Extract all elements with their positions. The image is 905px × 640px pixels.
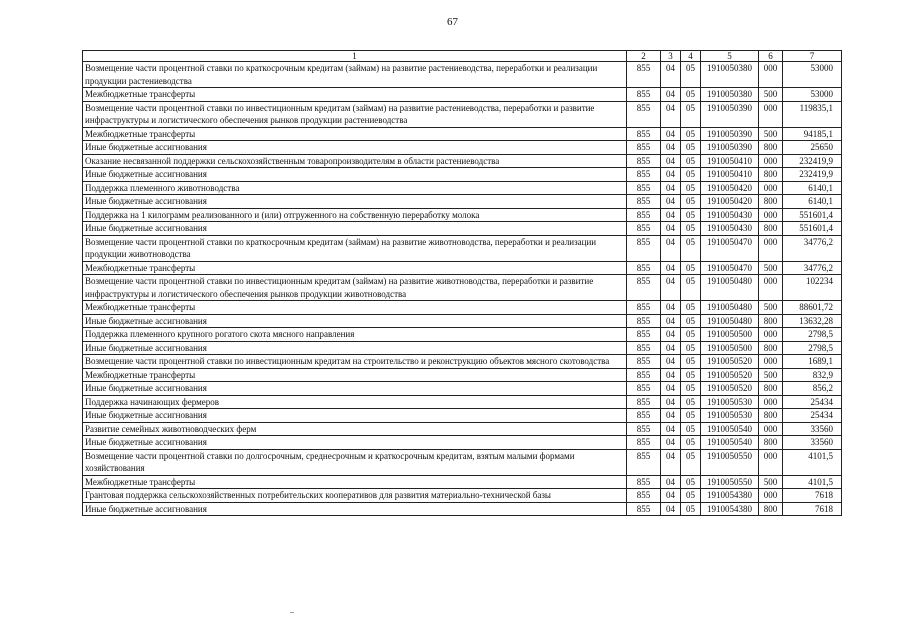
amount-cell: 551601,4 bbox=[783, 208, 842, 222]
target-article-code-cell: 1910050480 bbox=[701, 301, 759, 315]
ministry-code-cell: 855 bbox=[627, 195, 661, 209]
amount-cell: 88601,72 bbox=[783, 301, 842, 315]
expense-type-code-cell: 500 bbox=[759, 301, 783, 315]
expense-type-code-cell: 000 bbox=[759, 449, 783, 475]
ministry-code-cell: 855 bbox=[627, 62, 661, 88]
amount-cell: 2798,5 bbox=[783, 341, 842, 355]
amount-cell: 7618 bbox=[783, 502, 842, 516]
target-article-code-cell: 1910050520 bbox=[701, 355, 759, 369]
section-code-cell: 04 bbox=[661, 141, 681, 155]
target-article-code-cell: 1910050530 bbox=[701, 395, 759, 409]
section-code-cell: 04 bbox=[661, 101, 681, 127]
subsection-code-cell: 05 bbox=[681, 235, 701, 261]
expense-type-code-cell: 500 bbox=[759, 127, 783, 141]
row-name-cell: Поддержка на 1 килограмм реализованного и (или) отгруженного на собственную переработку молока bbox=[83, 208, 627, 222]
table-row bbox=[83, 222, 842, 236]
amount-cell: 94185,1 bbox=[783, 127, 842, 141]
row-name-cell: Иные бюджетные ассигнования bbox=[83, 382, 627, 396]
table-row bbox=[83, 168, 842, 182]
row-name-cell: Возмещение части процентной ставки по краткосрочным кредитам (займам) на развитие растениеводства, переработки и реализации продукции растениеводства bbox=[83, 62, 627, 88]
row-name-cell: Межбюджетные трансферты bbox=[83, 88, 627, 102]
ministry-code-cell: 855 bbox=[627, 141, 661, 155]
table-row bbox=[83, 154, 842, 168]
target-article-code-cell: 1910050390 bbox=[701, 141, 759, 155]
subsection-code-cell: 05 bbox=[681, 88, 701, 102]
section-code-cell: 04 bbox=[661, 62, 681, 88]
amount-cell: 53000 bbox=[783, 62, 842, 88]
amount-cell: 6140,1 bbox=[783, 181, 842, 195]
table-row bbox=[83, 382, 842, 396]
table-row bbox=[83, 261, 842, 275]
section-code-cell: 04 bbox=[661, 181, 681, 195]
ministry-code-cell: 855 bbox=[627, 168, 661, 182]
section-code-cell: 04 bbox=[661, 422, 681, 436]
table-row bbox=[83, 422, 842, 436]
target-article-code-cell: 1910050410 bbox=[701, 154, 759, 168]
scan-mark bbox=[290, 612, 294, 613]
expense-type-code-cell: 500 bbox=[759, 368, 783, 382]
table-row bbox=[83, 368, 842, 382]
target-article-code-cell: 1910050380 bbox=[701, 62, 759, 88]
subsection-code-cell: 05 bbox=[681, 328, 701, 342]
row-name-cell: Оказание несвязанной поддержки сельскохозяйственным товаропроизводителям в области растениеводства bbox=[83, 154, 627, 168]
row-name-cell: Иные бюджетные ассигнования bbox=[83, 341, 627, 355]
subsection-code-cell: 05 bbox=[681, 368, 701, 382]
expense-type-code-cell: 800 bbox=[759, 314, 783, 328]
table-row bbox=[83, 449, 842, 475]
subsection-code-cell: 05 bbox=[681, 475, 701, 489]
section-code-cell: 04 bbox=[661, 436, 681, 450]
header-cell: 4 bbox=[681, 51, 701, 62]
expense-type-code-cell: 000 bbox=[759, 489, 783, 503]
table-row bbox=[83, 235, 842, 261]
table-row bbox=[83, 195, 842, 209]
amount-cell: 34776,2 bbox=[783, 261, 842, 275]
ministry-code-cell: 855 bbox=[627, 235, 661, 261]
target-article-code-cell: 1910054380 bbox=[701, 489, 759, 503]
row-name-cell: Межбюджетные трансферты bbox=[83, 261, 627, 275]
expense-type-code-cell: 000 bbox=[759, 235, 783, 261]
target-article-code-cell: 1910050530 bbox=[701, 409, 759, 423]
row-name-cell: Иные бюджетные ассигнования bbox=[83, 314, 627, 328]
expense-type-code-cell: 500 bbox=[759, 261, 783, 275]
target-article-code-cell: 1910054380 bbox=[701, 502, 759, 516]
amount-cell: 25434 bbox=[783, 409, 842, 423]
expense-type-code-cell: 800 bbox=[759, 436, 783, 450]
row-name-cell: Возмещение части процентной ставки по инвестиционным кредитам (займам) на развитие растениеводства, переработки и развитие инфраструктуры и логистического обеспечения рынков продукции растениеводства bbox=[83, 101, 627, 127]
ministry-code-cell: 855 bbox=[627, 475, 661, 489]
table-row bbox=[83, 88, 842, 102]
amount-cell: 53000 bbox=[783, 88, 842, 102]
target-article-code-cell: 1910050550 bbox=[701, 449, 759, 475]
section-code-cell: 04 bbox=[661, 395, 681, 409]
expense-type-code-cell: 000 bbox=[759, 275, 783, 301]
ministry-code-cell: 855 bbox=[627, 409, 661, 423]
target-article-code-cell: 1910050540 bbox=[701, 422, 759, 436]
subsection-code-cell: 05 bbox=[681, 422, 701, 436]
ministry-code-cell: 855 bbox=[627, 88, 661, 102]
expense-type-code-cell: 000 bbox=[759, 154, 783, 168]
row-name-cell: Грантовая поддержка сельскохозяйственных потребительских кооперативов для развития материально-технической базы bbox=[83, 489, 627, 503]
section-code-cell: 04 bbox=[661, 195, 681, 209]
table-row bbox=[83, 328, 842, 342]
expense-type-code-cell: 800 bbox=[759, 168, 783, 182]
amount-cell: 33560 bbox=[783, 436, 842, 450]
ministry-code-cell: 855 bbox=[627, 208, 661, 222]
expense-type-code-cell: 800 bbox=[759, 341, 783, 355]
table-row bbox=[83, 101, 842, 127]
row-name-cell: Возмещение части процентной ставки по инвестиционным кредитам (займам) на развитие животноводства, переработки и развитие инфраструктуры и логистического обеспечения рынков продукции животноводства bbox=[83, 275, 627, 301]
ministry-code-cell: 855 bbox=[627, 101, 661, 127]
expense-type-code-cell: 800 bbox=[759, 141, 783, 155]
subsection-code-cell: 05 bbox=[681, 502, 701, 516]
section-code-cell: 04 bbox=[661, 127, 681, 141]
amount-cell: 4101,5 bbox=[783, 449, 842, 475]
header-cell: 7 bbox=[783, 51, 842, 62]
ministry-code-cell: 855 bbox=[627, 489, 661, 503]
amount-cell: 1689,1 bbox=[783, 355, 842, 369]
section-code-cell: 04 bbox=[661, 301, 681, 315]
subsection-code-cell: 05 bbox=[681, 168, 701, 182]
section-code-cell: 04 bbox=[661, 409, 681, 423]
ministry-code-cell: 855 bbox=[627, 301, 661, 315]
section-code-cell: 04 bbox=[661, 154, 681, 168]
section-code-cell: 04 bbox=[661, 368, 681, 382]
target-article-code-cell: 1910050470 bbox=[701, 261, 759, 275]
ministry-code-cell: 855 bbox=[627, 275, 661, 301]
subsection-code-cell: 05 bbox=[681, 101, 701, 127]
header-cell: 5 bbox=[701, 51, 759, 62]
table-row bbox=[83, 314, 842, 328]
target-article-code-cell: 1910050550 bbox=[701, 475, 759, 489]
table-row bbox=[83, 62, 842, 88]
target-article-code-cell: 1910050480 bbox=[701, 275, 759, 301]
amount-cell: 4101,5 bbox=[783, 475, 842, 489]
table-row bbox=[83, 275, 842, 301]
target-article-code-cell: 1910050540 bbox=[701, 436, 759, 450]
table-row bbox=[83, 127, 842, 141]
amount-cell: 832,9 bbox=[783, 368, 842, 382]
section-code-cell: 04 bbox=[661, 208, 681, 222]
subsection-code-cell: 05 bbox=[681, 261, 701, 275]
expense-type-code-cell: 000 bbox=[759, 395, 783, 409]
ministry-code-cell: 855 bbox=[627, 449, 661, 475]
subsection-code-cell: 05 bbox=[681, 301, 701, 315]
subsection-code-cell: 05 bbox=[681, 181, 701, 195]
table-row bbox=[83, 475, 842, 489]
subsection-code-cell: 05 bbox=[681, 208, 701, 222]
target-article-code-cell: 1910050520 bbox=[701, 382, 759, 396]
subsection-code-cell: 05 bbox=[681, 355, 701, 369]
target-article-code-cell: 1910050390 bbox=[701, 101, 759, 127]
subsection-code-cell: 05 bbox=[681, 449, 701, 475]
expense-type-code-cell: 000 bbox=[759, 62, 783, 88]
table-header-row bbox=[83, 51, 842, 62]
header-cell: 1 bbox=[83, 51, 627, 62]
amount-cell: 232419,9 bbox=[783, 168, 842, 182]
target-article-code-cell: 1910050430 bbox=[701, 222, 759, 236]
section-code-cell: 04 bbox=[661, 449, 681, 475]
subsection-code-cell: 05 bbox=[681, 62, 701, 88]
target-article-code-cell: 1910050430 bbox=[701, 208, 759, 222]
row-name-cell: Поддержка племенного животноводства bbox=[83, 181, 627, 195]
row-name-cell: Межбюджетные трансферты bbox=[83, 301, 627, 315]
amount-cell: 856,2 bbox=[783, 382, 842, 396]
table-row bbox=[83, 341, 842, 355]
row-name-cell: Иные бюджетные ассигнования bbox=[83, 409, 627, 423]
table-row bbox=[83, 502, 842, 516]
section-code-cell: 04 bbox=[661, 222, 681, 236]
ministry-code-cell: 855 bbox=[627, 222, 661, 236]
amount-cell: 33560 bbox=[783, 422, 842, 436]
table-row bbox=[83, 301, 842, 315]
target-article-code-cell: 1910050470 bbox=[701, 235, 759, 261]
subsection-code-cell: 05 bbox=[681, 382, 701, 396]
amount-cell: 25434 bbox=[783, 395, 842, 409]
amount-cell: 551601,4 bbox=[783, 222, 842, 236]
section-code-cell: 04 bbox=[661, 275, 681, 301]
ministry-code-cell: 855 bbox=[627, 154, 661, 168]
row-name-cell: Возмещение части процентной ставки по краткосрочным кредитам (займам) на развитие животноводства, переработки и реализации продукции животноводства bbox=[83, 235, 627, 261]
header-cell: 2 bbox=[627, 51, 661, 62]
row-name-cell: Поддержка племенного крупного рогатого скота мясного направления bbox=[83, 328, 627, 342]
row-name-cell: Иные бюджетные ассигнования bbox=[83, 195, 627, 209]
target-article-code-cell: 1910050420 bbox=[701, 181, 759, 195]
row-name-cell: Межбюджетные трансферты bbox=[83, 368, 627, 382]
target-article-code-cell: 1910050390 bbox=[701, 127, 759, 141]
subsection-code-cell: 05 bbox=[681, 275, 701, 301]
target-article-code-cell: 1910050380 bbox=[701, 88, 759, 102]
ministry-code-cell: 855 bbox=[627, 502, 661, 516]
expense-type-code-cell: 500 bbox=[759, 475, 783, 489]
section-code-cell: 04 bbox=[661, 382, 681, 396]
row-name-cell: Развитие семейных животноводческих ферм bbox=[83, 422, 627, 436]
subsection-code-cell: 05 bbox=[681, 395, 701, 409]
ministry-code-cell: 855 bbox=[627, 127, 661, 141]
expense-type-code-cell: 800 bbox=[759, 382, 783, 396]
target-article-code-cell: 1910050520 bbox=[701, 368, 759, 382]
row-name-cell: Поддержка начинающих фермеров bbox=[83, 395, 627, 409]
header-cell: 6 bbox=[759, 51, 783, 62]
subsection-code-cell: 05 bbox=[681, 127, 701, 141]
section-code-cell: 04 bbox=[661, 314, 681, 328]
page-number: 67 bbox=[447, 16, 458, 28]
expense-type-code-cell: 000 bbox=[759, 422, 783, 436]
subsection-code-cell: 05 bbox=[681, 409, 701, 423]
ministry-code-cell: 855 bbox=[627, 355, 661, 369]
amount-cell: 25650 bbox=[783, 141, 842, 155]
ministry-code-cell: 855 bbox=[627, 395, 661, 409]
section-code-cell: 04 bbox=[661, 328, 681, 342]
ministry-code-cell: 855 bbox=[627, 368, 661, 382]
amount-cell: 102234 bbox=[783, 275, 842, 301]
section-code-cell: 04 bbox=[661, 475, 681, 489]
section-code-cell: 04 bbox=[661, 261, 681, 275]
row-name-cell: Иные бюджетные ассигнования bbox=[83, 222, 627, 236]
subsection-code-cell: 05 bbox=[681, 222, 701, 236]
subsection-code-cell: 05 bbox=[681, 341, 701, 355]
section-code-cell: 04 bbox=[661, 341, 681, 355]
budget-table bbox=[82, 50, 842, 516]
row-name-cell: Возмещение части процентной ставки по инвестиционным кредитам на строительство и реконструкцию объектов мясного скотоводства bbox=[83, 355, 627, 369]
row-name-cell: Межбюджетные трансферты bbox=[83, 127, 627, 141]
target-article-code-cell: 1910050500 bbox=[701, 328, 759, 342]
amount-cell: 34776,2 bbox=[783, 235, 842, 261]
amount-cell: 6140,1 bbox=[783, 195, 842, 209]
subsection-code-cell: 05 bbox=[681, 314, 701, 328]
section-code-cell: 04 bbox=[661, 235, 681, 261]
row-name-cell: Иные бюджетные ассигнования bbox=[83, 502, 627, 516]
ministry-code-cell: 855 bbox=[627, 261, 661, 275]
table-row bbox=[83, 395, 842, 409]
ministry-code-cell: 855 bbox=[627, 436, 661, 450]
expense-type-code-cell: 800 bbox=[759, 195, 783, 209]
table-row bbox=[83, 409, 842, 423]
section-code-cell: 04 bbox=[661, 502, 681, 516]
expense-type-code-cell: 800 bbox=[759, 502, 783, 516]
row-name-cell: Межбюджетные трансферты bbox=[83, 475, 627, 489]
row-name-cell: Иные бюджетные ассигнования bbox=[83, 436, 627, 450]
subsection-code-cell: 05 bbox=[681, 195, 701, 209]
expense-type-code-cell: 000 bbox=[759, 355, 783, 369]
table-row bbox=[83, 141, 842, 155]
ministry-code-cell: 855 bbox=[627, 314, 661, 328]
expense-type-code-cell: 000 bbox=[759, 101, 783, 127]
ministry-code-cell: 855 bbox=[627, 181, 661, 195]
row-name-cell: Иные бюджетные ассигнования bbox=[83, 141, 627, 155]
table-row bbox=[83, 208, 842, 222]
section-code-cell: 04 bbox=[661, 168, 681, 182]
target-article-code-cell: 1910050500 bbox=[701, 341, 759, 355]
subsection-code-cell: 05 bbox=[681, 141, 701, 155]
ministry-code-cell: 855 bbox=[627, 341, 661, 355]
section-code-cell: 04 bbox=[661, 489, 681, 503]
amount-cell: 2798,5 bbox=[783, 328, 842, 342]
amount-cell: 13632,28 bbox=[783, 314, 842, 328]
amount-cell: 119835,1 bbox=[783, 101, 842, 127]
ministry-code-cell: 855 bbox=[627, 422, 661, 436]
table-row bbox=[83, 436, 842, 450]
subsection-code-cell: 05 bbox=[681, 436, 701, 450]
subsection-code-cell: 05 bbox=[681, 489, 701, 503]
section-code-cell: 04 bbox=[661, 88, 681, 102]
expense-type-code-cell: 000 bbox=[759, 181, 783, 195]
subsection-code-cell: 05 bbox=[681, 154, 701, 168]
expense-type-code-cell: 000 bbox=[759, 208, 783, 222]
table-body bbox=[83, 62, 842, 516]
table-row bbox=[83, 489, 842, 503]
expense-type-code-cell: 800 bbox=[759, 409, 783, 423]
expense-type-code-cell: 500 bbox=[759, 88, 783, 102]
header-cell: 3 bbox=[661, 51, 681, 62]
target-article-code-cell: 1910050480 bbox=[701, 314, 759, 328]
section-code-cell: 04 bbox=[661, 355, 681, 369]
expense-type-code-cell: 800 bbox=[759, 222, 783, 236]
table-row bbox=[83, 181, 842, 195]
target-article-code-cell: 1910050420 bbox=[701, 195, 759, 209]
ministry-code-cell: 855 bbox=[627, 328, 661, 342]
table-row bbox=[83, 355, 842, 369]
target-article-code-cell: 1910050410 bbox=[701, 168, 759, 182]
amount-cell: 232419,9 bbox=[783, 154, 842, 168]
amount-cell: 7618 bbox=[783, 489, 842, 503]
row-name-cell: Иные бюджетные ассигнования bbox=[83, 168, 627, 182]
row-name-cell: Возмещение части процентной ставки по долгосрочным, среднесрочным и краткосрочным кредитам, взятым малыми формами хозяйствования bbox=[83, 449, 627, 475]
expense-type-code-cell: 000 bbox=[759, 328, 783, 342]
ministry-code-cell: 855 bbox=[627, 382, 661, 396]
